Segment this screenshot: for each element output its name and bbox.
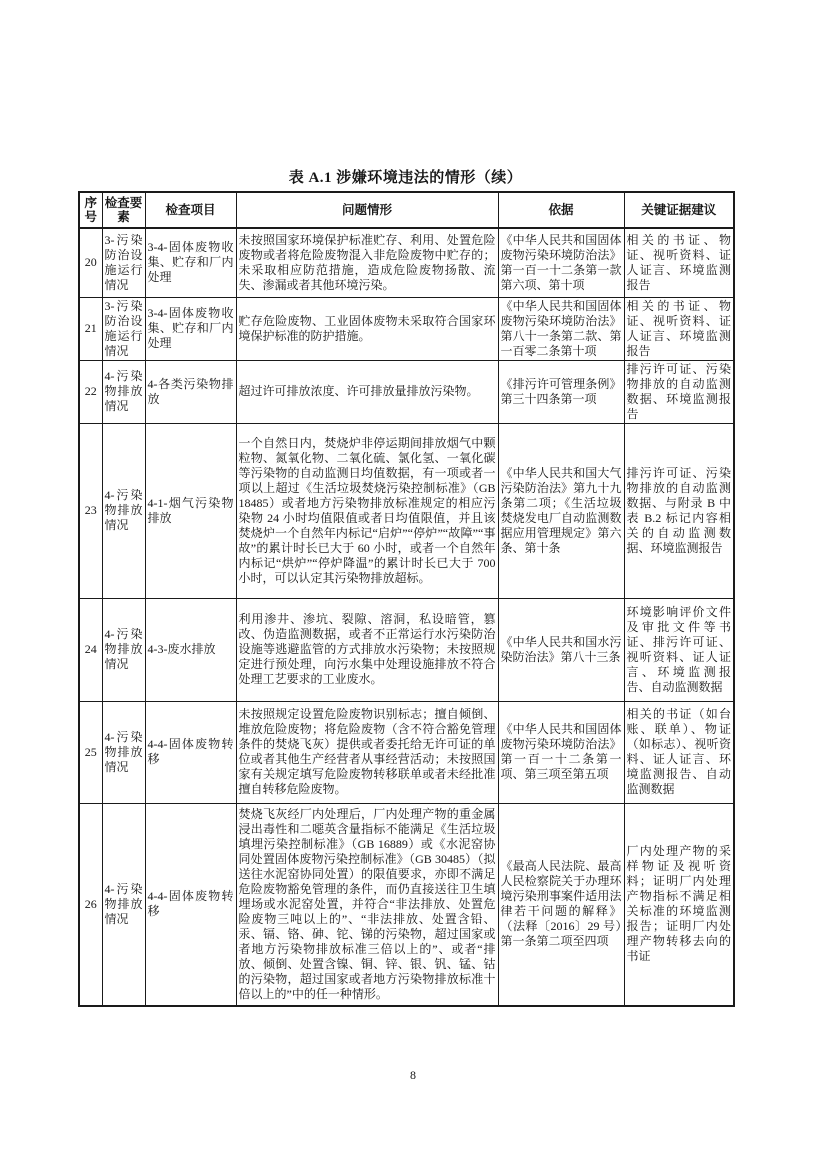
cell-element: 4-污染物排放情况 xyxy=(102,423,145,598)
cell-problem: 未按照规定设置危险废物识别标志；擅自倾倒、堆放危险废物；将危险废物（含不符合豁免管理条件的焚烧飞灰）提供或者委托给无许可证的单位或者其他生产经营者从事经营活动；未按照国家有关规定填写危险废物转移联单或者未经批准擅自转移危险废物。 xyxy=(236,701,498,803)
cell-evidence: 厂内处理产物的采样物证及视听资料；证明厂内处理产物指标不满足相关标准的环境监测报告；证明厂内处理产物转移去向的书证 xyxy=(624,803,734,1006)
cell-item: 4-4-固体废物转移 xyxy=(145,701,236,803)
cell-problem: 未按照国家环境保护标准贮存、利用、处置危险废物或者将危险废物混入非危险废物中贮存的；未采取相应防范措施，造成危险废物扬散、流失、渗漏或者其他环境污染。 xyxy=(236,228,498,297)
cell-basis: 《中华人民共和国固体废物污染环境防治法》第八十一条第二款、第一百零二条第十项 xyxy=(498,297,624,360)
col-header-basis: 依据 xyxy=(498,192,624,228)
cell-evidence: 相关的书证、物证、视听资料、证人证言、环境监测报告 xyxy=(624,297,734,360)
cell-element: 4-污染物排放情况 xyxy=(102,598,145,701)
cell-item: 4-1-烟气污染物排放 xyxy=(145,423,236,598)
cell-evidence: 排污许可证、污染物排放的自动监测数据、环境监测报告 xyxy=(624,360,734,423)
cell-no: 21 xyxy=(79,297,102,360)
table-row-22 xyxy=(79,360,734,423)
cell-problem: 一个自然日内，焚烧炉非停运期间排放烟气中颗粒物、氮氧化物、二氧化硫、氯化氢、一氧化碳等污染物的自动监测日均值数据，有一项或者一项以上超过《生活垃圾焚烧污染控制标准》（GB 18485）或者地方污染物排放标准规定的相应污染物 24 小时均值限值或者日均值限值，并且该焚烧炉一个自然年内标记“启炉”“停炉”“故障”“事故”的累计时长已大于 60 小时，或者一个自然年内标记“烘炉”“停炉降温”的累计时长已大于 700 小时，可以认定其污染物排放超标。 xyxy=(236,423,498,598)
cell-evidence: 环境影响评价文件及审批文件等书证、排污许可证、视听资料、证人证言、环境监测报告、自动监测数据 xyxy=(624,598,734,701)
col-header-no: 序号 xyxy=(79,192,102,228)
table-row-25 xyxy=(79,701,734,803)
cell-basis: 《中华人民共和国固体废物污染环境防治法》第一百一十二条第一项、第三项至第五项 xyxy=(498,701,624,803)
col-header-problem: 问题情形 xyxy=(236,192,498,228)
cell-evidence: 相关的书证、物证、视听资料、证人证言、环境监测报告 xyxy=(624,228,734,297)
cell-problem: 焚烧飞灰经厂内处理后，厂内处理产物的重金属浸出毒性和二噁英含量指标不能满足《生活垃圾填埋污染控制标准》（GB 16889）或《水泥窑协同处置固体废物污染控制标准》（GB 30485）（拟送往水泥窑协同处置）的限值要求，亦即不满足危险废物豁免管理的条件，而仍直接送往卫生填埋场或水泥窑处置，并符合“非法排放、处置危险废物三吨以上的”、“非法排放、处置含铅、汞、镉、铬、砷、铊、锑的污染物，超过国家或者地方污染物排放标准三倍以上的”、或者“排放、倾倒、处置含镍、铜、锌、银、钒、锰、钴的污染物，超过国家或者地方污染物排放标准十倍以上的”中的任一种情形。 xyxy=(236,803,498,1006)
cell-item: 3-4-固体废物收集、贮存和厂内处理 xyxy=(145,297,236,360)
cell-problem: 超过许可排放浓度、许可排放量排放污染物。 xyxy=(236,360,498,423)
cell-basis: 《中华人民共和国大气污染防治法》第九十九条第二项；《生活垃圾焚烧发电厂自动监测数据应用管理规定》第六条、第十条 xyxy=(498,423,624,598)
cell-element: 4-污染物排放情况 xyxy=(102,360,145,423)
col-header-evidence: 关键证据建议 xyxy=(624,192,734,228)
cell-item: 3-4-固体废物收集、贮存和厂内处理 xyxy=(145,228,236,297)
table-header xyxy=(79,192,734,228)
cell-problem: 贮存危险废物、工业固体废物未采取符合国家环境保护标准的防护措施。 xyxy=(236,297,498,360)
col-header-item: 检查项目 xyxy=(145,192,236,228)
cell-element: 3-污染防治设施运行情况 xyxy=(102,228,145,297)
cell-element: 4-污染物排放情况 xyxy=(102,701,145,803)
cell-element: 4-污染物排放情况 xyxy=(102,803,145,1006)
page-number: 8 xyxy=(410,1068,416,1082)
cell-evidence: 排污许可证、污染物排放的自动监测数据、与附录 B 中表 B.2 标记内容相关的自动监测数据、环境监测报告 xyxy=(624,423,734,598)
violations-table xyxy=(78,191,735,1007)
cell-basis: 《排污许可管理条例》第三十四条第一项 xyxy=(498,360,624,423)
cell-no: 20 xyxy=(79,228,102,297)
cell-problem: 利用渗井、渗坑、裂隙、溶洞，私设暗管，篡改、伪造监测数据，或者不正常运行水污染防治设施等逃避监管的方式排放水污染物；未按照规定进行预处理，向污水集中处理设施排放不符合处理工艺要求的工业废水。 xyxy=(236,598,498,701)
table-row-24 xyxy=(79,598,734,701)
cell-item: 4-3-废水排放 xyxy=(145,598,236,701)
table-body xyxy=(79,228,734,1006)
cell-basis: 《中华人民共和国固体废物污染环境防治法》第一百一十二条第一款第六项、第十项 xyxy=(498,228,624,297)
cell-no: 23 xyxy=(79,423,102,598)
cell-no: 25 xyxy=(79,701,102,803)
cell-element: 3-污染防治设施运行情况 xyxy=(102,297,145,360)
col-header-element: 检查要素 xyxy=(102,192,145,228)
table-row-20 xyxy=(79,228,734,297)
cell-item: 4-各类污染物排放 xyxy=(145,360,236,423)
header-row xyxy=(79,192,734,228)
table-row-26 xyxy=(79,803,734,1006)
cell-basis: 《中华人民共和国水污染防治法》第八十三条 xyxy=(498,598,624,701)
table-title: 表 A.1 涉嫌环境违法的情形（续） xyxy=(288,170,523,186)
cell-basis: 《最高人民法院、最高人民检察院关于办理环境污染刑事案件适用法律若干问题的解释》（法释〔2016〕29 号）第一条第二项至四项 xyxy=(498,803,624,1006)
cell-no: 26 xyxy=(79,803,102,1006)
cell-no: 22 xyxy=(79,360,102,423)
cell-no: 24 xyxy=(79,598,102,701)
cell-evidence: 相关的书证（如台账、联单）、物证（如标志）、视听资料、证人证言、环境监测报告、自动监测数据 xyxy=(624,701,734,803)
table-row-21 xyxy=(79,297,734,360)
cell-item: 4-4-固体废物转移 xyxy=(145,803,236,1006)
table-row-23 xyxy=(79,423,734,598)
